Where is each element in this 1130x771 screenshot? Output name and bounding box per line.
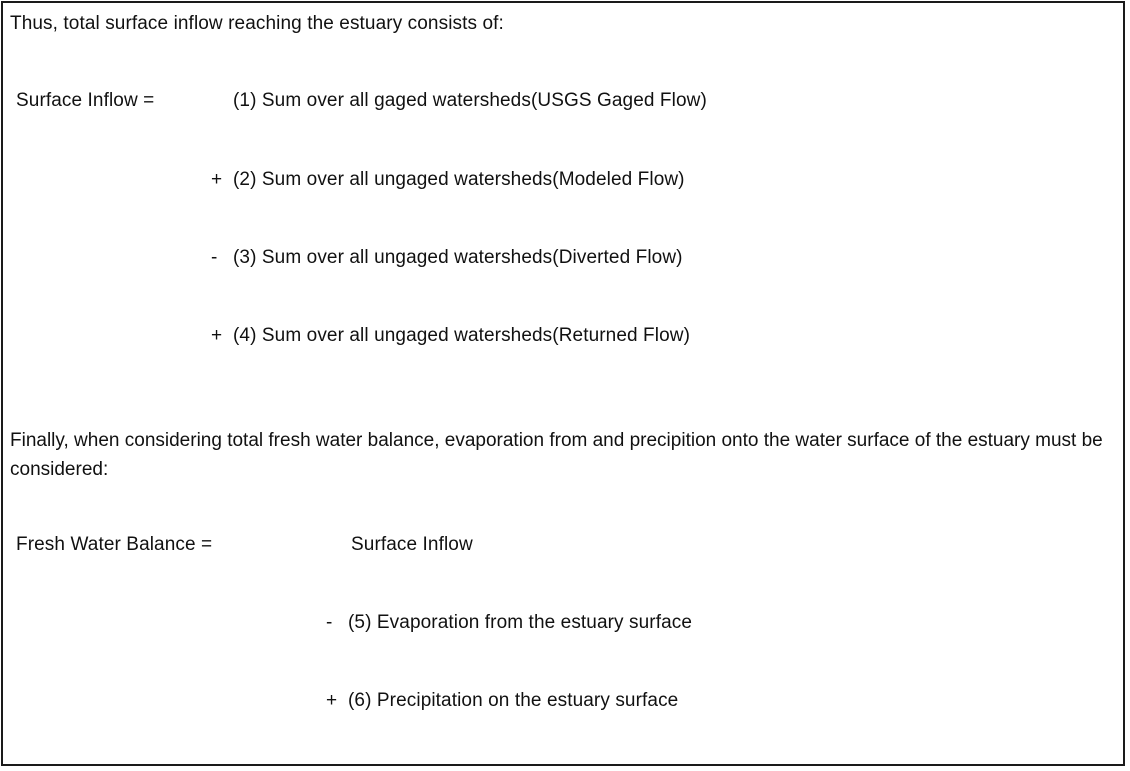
term-text: (6) Precipitation on the estuary surface [348, 690, 679, 711]
plus-operator: + [326, 690, 338, 711]
surface-inflow-term-2 [211, 169, 685, 191]
fresh-water-balance-term-5 [326, 612, 692, 634]
term-text: (1) Sum over all gaged watersheds(USGS Gaged Flow) [233, 90, 707, 111]
surface-inflow-term-4 [211, 325, 690, 347]
term-text: (3) Sum over all ungaged watersheds(Diverted Flow) [233, 247, 683, 268]
fresh-water-balance-first-term: Surface Inflow [351, 534, 473, 555]
plus-operator: + [211, 169, 223, 190]
surface-inflow-label: Surface Inflow = [16, 90, 155, 111]
term-text: (2) Sum over all ungaged watersheds(Modeled Flow) [233, 169, 685, 190]
finally-paragraph: Finally, when considering total fresh water balance, evaporation from and precipition onto the water surface of the estuary must be considered: [10, 430, 1103, 480]
minus-operator: - [326, 612, 333, 633]
plus-operator: + [211, 325, 223, 346]
intro-text: Thus, total surface inflow reaching the estuary consists of: [10, 13, 504, 34]
surface-inflow-term-1 [233, 90, 707, 112]
fresh-water-balance-term-6 [326, 690, 678, 712]
term-text: (5) Evaporation from the estuary surface [348, 612, 693, 633]
term-text: (4) Sum over all ungaged watersheds(Returned Flow) [233, 325, 690, 346]
fresh-water-balance-label: Fresh Water Balance = [16, 534, 213, 555]
minus-operator: - [211, 247, 218, 268]
document-frame [1, 1, 1125, 766]
surface-inflow-term-3 [211, 247, 683, 269]
